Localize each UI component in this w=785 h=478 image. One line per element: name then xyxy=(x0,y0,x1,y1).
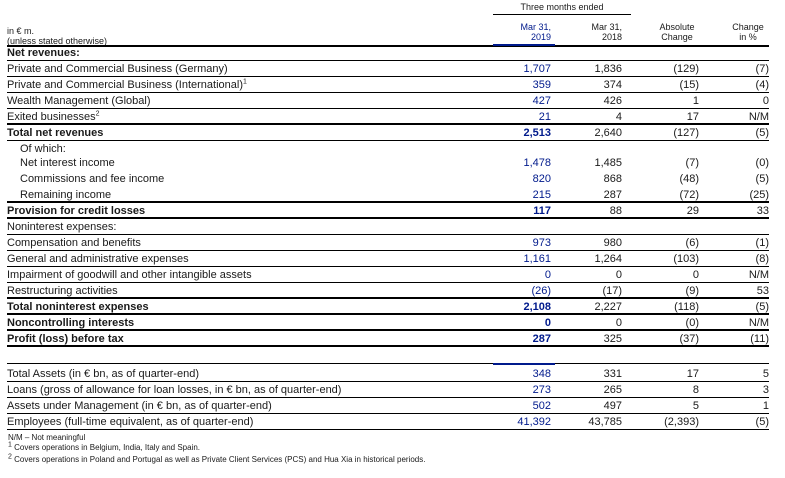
value-pct-change: 33 xyxy=(756,205,769,217)
row-label: Total Assets (in € bn, as of quarter-end) xyxy=(7,368,199,380)
value-2018: 0 xyxy=(615,269,622,281)
value-abs-change: (15) xyxy=(679,79,699,91)
value-pct-change: (8) xyxy=(755,253,769,265)
row-label: Impairment of goodwill and other intangible assets xyxy=(7,269,252,281)
value-pct-change: (0) xyxy=(755,157,769,169)
period-rule xyxy=(493,14,631,15)
table-row xyxy=(0,187,785,203)
table-row xyxy=(0,382,785,398)
row-label: Net interest income xyxy=(20,157,115,169)
table-row xyxy=(0,366,785,382)
value-2018: 43,785 xyxy=(588,416,622,428)
value-2018: 868 xyxy=(603,173,622,185)
row-label: General and administrative expenses xyxy=(7,253,189,265)
value-2018: 497 xyxy=(603,400,622,412)
value-pct-change: (11) xyxy=(750,333,769,345)
unit-label: in € m. xyxy=(7,26,35,36)
value-2019: (26) xyxy=(531,285,551,297)
table-row xyxy=(0,235,785,251)
value-2018: 331 xyxy=(603,368,622,380)
value-2019: 215 xyxy=(532,189,551,201)
row-label: Net revenues: xyxy=(7,47,80,59)
value-pct-change: (4) xyxy=(755,79,769,91)
footnote-ref: 1 xyxy=(243,78,247,86)
value-pct-change: (25) xyxy=(749,189,769,201)
table-row xyxy=(0,315,785,331)
value-pct-change: N/M xyxy=(748,269,769,281)
footnote-nm: N/M – Not meaningful xyxy=(8,433,86,442)
row-rule xyxy=(7,429,769,430)
value-2018: 2,640 xyxy=(594,127,622,139)
value-2019: 1,707 xyxy=(523,63,551,75)
value-pct-change: 0 xyxy=(762,95,769,107)
row-label: Noninterest expenses: xyxy=(7,221,117,233)
row-label: Of which: xyxy=(20,143,66,155)
value-abs-change: (9) xyxy=(685,285,699,297)
value-2018: 1,485 xyxy=(594,157,622,169)
table-row xyxy=(0,155,785,171)
value-2018: 325 xyxy=(603,333,622,345)
value-abs-change: 1 xyxy=(692,95,699,107)
row-label: Provision for credit losses xyxy=(7,205,146,217)
row-label: Remaining income xyxy=(20,189,112,201)
value-2018: 374 xyxy=(603,79,622,91)
value-abs-change: 17 xyxy=(686,368,699,380)
value-pct-change: 5 xyxy=(762,368,769,380)
value-abs-change: (72) xyxy=(679,189,699,201)
value-abs-change: (37) xyxy=(679,333,699,345)
footnote-1: $^1$ Covers operations in Belgium, India, Italy and Spain. xyxy=(8,441,201,452)
table-row xyxy=(0,283,785,299)
value-pct-change: (5) xyxy=(755,301,769,313)
row-label: Commissions and fee income xyxy=(20,173,165,185)
table-row-total xyxy=(0,331,785,347)
footnote-ref: 2 xyxy=(95,110,100,118)
value-abs-change: 5 xyxy=(692,400,699,412)
value-abs-change: (6) xyxy=(685,237,699,249)
row-label: Compensation and benefits xyxy=(7,237,141,249)
col4-header-line1: Change xyxy=(732,22,764,32)
value-pct-change: (5) xyxy=(755,173,769,185)
value-abs-change: 8 xyxy=(692,384,699,396)
value-2018: 0 xyxy=(615,317,622,329)
value-2019: 359 xyxy=(532,79,551,91)
value-2019: 1,478 xyxy=(523,157,551,169)
col4-header-line2: in % xyxy=(739,32,757,42)
table-row xyxy=(0,61,785,77)
value-2019: 0 xyxy=(544,269,551,281)
value-pct-change: (1) xyxy=(755,237,769,249)
value-2018: 1,264 xyxy=(594,253,622,265)
row-rule xyxy=(7,345,769,347)
row-label: Total net revenues xyxy=(7,127,104,139)
value-pct-change: 53 xyxy=(756,285,769,297)
row-label: Total noninterest expenses xyxy=(7,301,149,313)
table-row-total xyxy=(0,125,785,141)
row-label: Profit (loss) before tax xyxy=(7,333,124,345)
table-row xyxy=(0,219,785,235)
value-pct-change: (7) xyxy=(755,63,769,75)
value-abs-change: (129) xyxy=(673,63,699,75)
value-pct-change: N/M xyxy=(748,111,769,123)
table-row xyxy=(0,93,785,109)
value-2019: 287 xyxy=(532,333,551,345)
row-label: Wealth Management (Global) xyxy=(7,95,151,107)
value-pct-change: 3 xyxy=(762,384,769,396)
value-2019: 820 xyxy=(532,173,551,185)
value-2019: 348 xyxy=(532,368,551,380)
col1-header-line1: Mar 31, xyxy=(520,22,551,32)
row-label: Employees (full-time equivalent, as of quarter-end) xyxy=(7,416,254,428)
value-abs-change: 0 xyxy=(692,269,699,281)
table-row xyxy=(0,45,785,61)
value-pct-change: 1 xyxy=(762,400,769,412)
table-row xyxy=(0,171,785,187)
table-row xyxy=(0,414,785,430)
value-abs-change: (103) xyxy=(673,253,699,265)
table-row xyxy=(0,398,785,414)
row-label: Noncontrolling interests xyxy=(7,317,135,329)
value-2018: (17) xyxy=(602,285,622,297)
value-2019: 2,513 xyxy=(523,127,551,139)
value-2018: 980 xyxy=(603,237,622,249)
value-2019: 0 xyxy=(544,317,551,329)
value-abs-change: (0) xyxy=(685,317,699,329)
value-2019: 973 xyxy=(532,237,551,249)
current-period-marker xyxy=(493,363,555,365)
value-2019: 502 xyxy=(532,400,551,412)
value-2018: 88 xyxy=(609,205,622,217)
value-abs-change: (2,393) xyxy=(664,416,699,428)
value-abs-change: (118) xyxy=(674,301,699,313)
value-abs-change: (127) xyxy=(673,127,699,139)
col3-header-line1: Absolute xyxy=(659,22,695,32)
value-abs-change: (7) xyxy=(685,157,699,169)
value-2019: 21 xyxy=(538,111,551,123)
row-label: Loans (gross of allowance for loan losses, in € bn, as of quarter-end) xyxy=(7,384,342,396)
row-label: Private and Commercial Business (International)$^1$ xyxy=(7,78,247,91)
value-2018: 4 xyxy=(615,111,622,123)
row-label: Restructuring activities xyxy=(7,285,118,297)
value-2018: 287 xyxy=(603,189,622,201)
value-pct-change: (5) xyxy=(755,416,769,428)
table-row xyxy=(0,267,785,283)
table-row xyxy=(0,77,785,93)
footnote-2: $^2$ Covers operations in Poland and Portugal as well as Private Client Services (PCS) and Hua Xia in historical periods. xyxy=(8,453,426,464)
value-abs-change: 29 xyxy=(686,205,699,217)
col3-header-line2: Change xyxy=(661,32,693,42)
period-label: Three months ended xyxy=(520,2,604,12)
row-label: Exited businesses$^2$ xyxy=(7,110,100,123)
value-2019: 2,108 xyxy=(523,301,551,313)
col2-header-line2: 2018 xyxy=(601,32,622,42)
col1-header-line2: 2019 xyxy=(530,32,551,42)
table-row xyxy=(0,109,785,125)
row-label: Assets under Management (in € bn, as of quarter-end) xyxy=(7,400,272,412)
value-2018: 426 xyxy=(603,95,622,107)
value-2019: 1,161 xyxy=(523,253,551,265)
value-2019: 117 xyxy=(533,205,551,217)
value-2018: 1,836 xyxy=(594,63,622,75)
value-abs-change: (48) xyxy=(679,173,699,185)
section-rule xyxy=(7,363,769,364)
value-abs-change: 17 xyxy=(686,111,699,123)
unit-note: (unless stated otherwise) xyxy=(7,36,108,46)
col2-header-line1: Mar 31, xyxy=(591,22,622,32)
value-2018: 265 xyxy=(603,384,622,396)
value-2019: 41,392 xyxy=(517,416,551,428)
row-label: Private and Commercial Business (Germany) xyxy=(7,63,228,75)
value-pct-change: (5) xyxy=(755,127,769,139)
value-2019: 273 xyxy=(532,384,551,396)
value-2018: 2,227 xyxy=(594,301,622,313)
value-pct-change: N/M xyxy=(748,317,769,329)
value-2019: 427 xyxy=(532,95,551,107)
table-row-total xyxy=(0,299,785,315)
table-row xyxy=(0,203,785,219)
table-row xyxy=(0,251,785,267)
